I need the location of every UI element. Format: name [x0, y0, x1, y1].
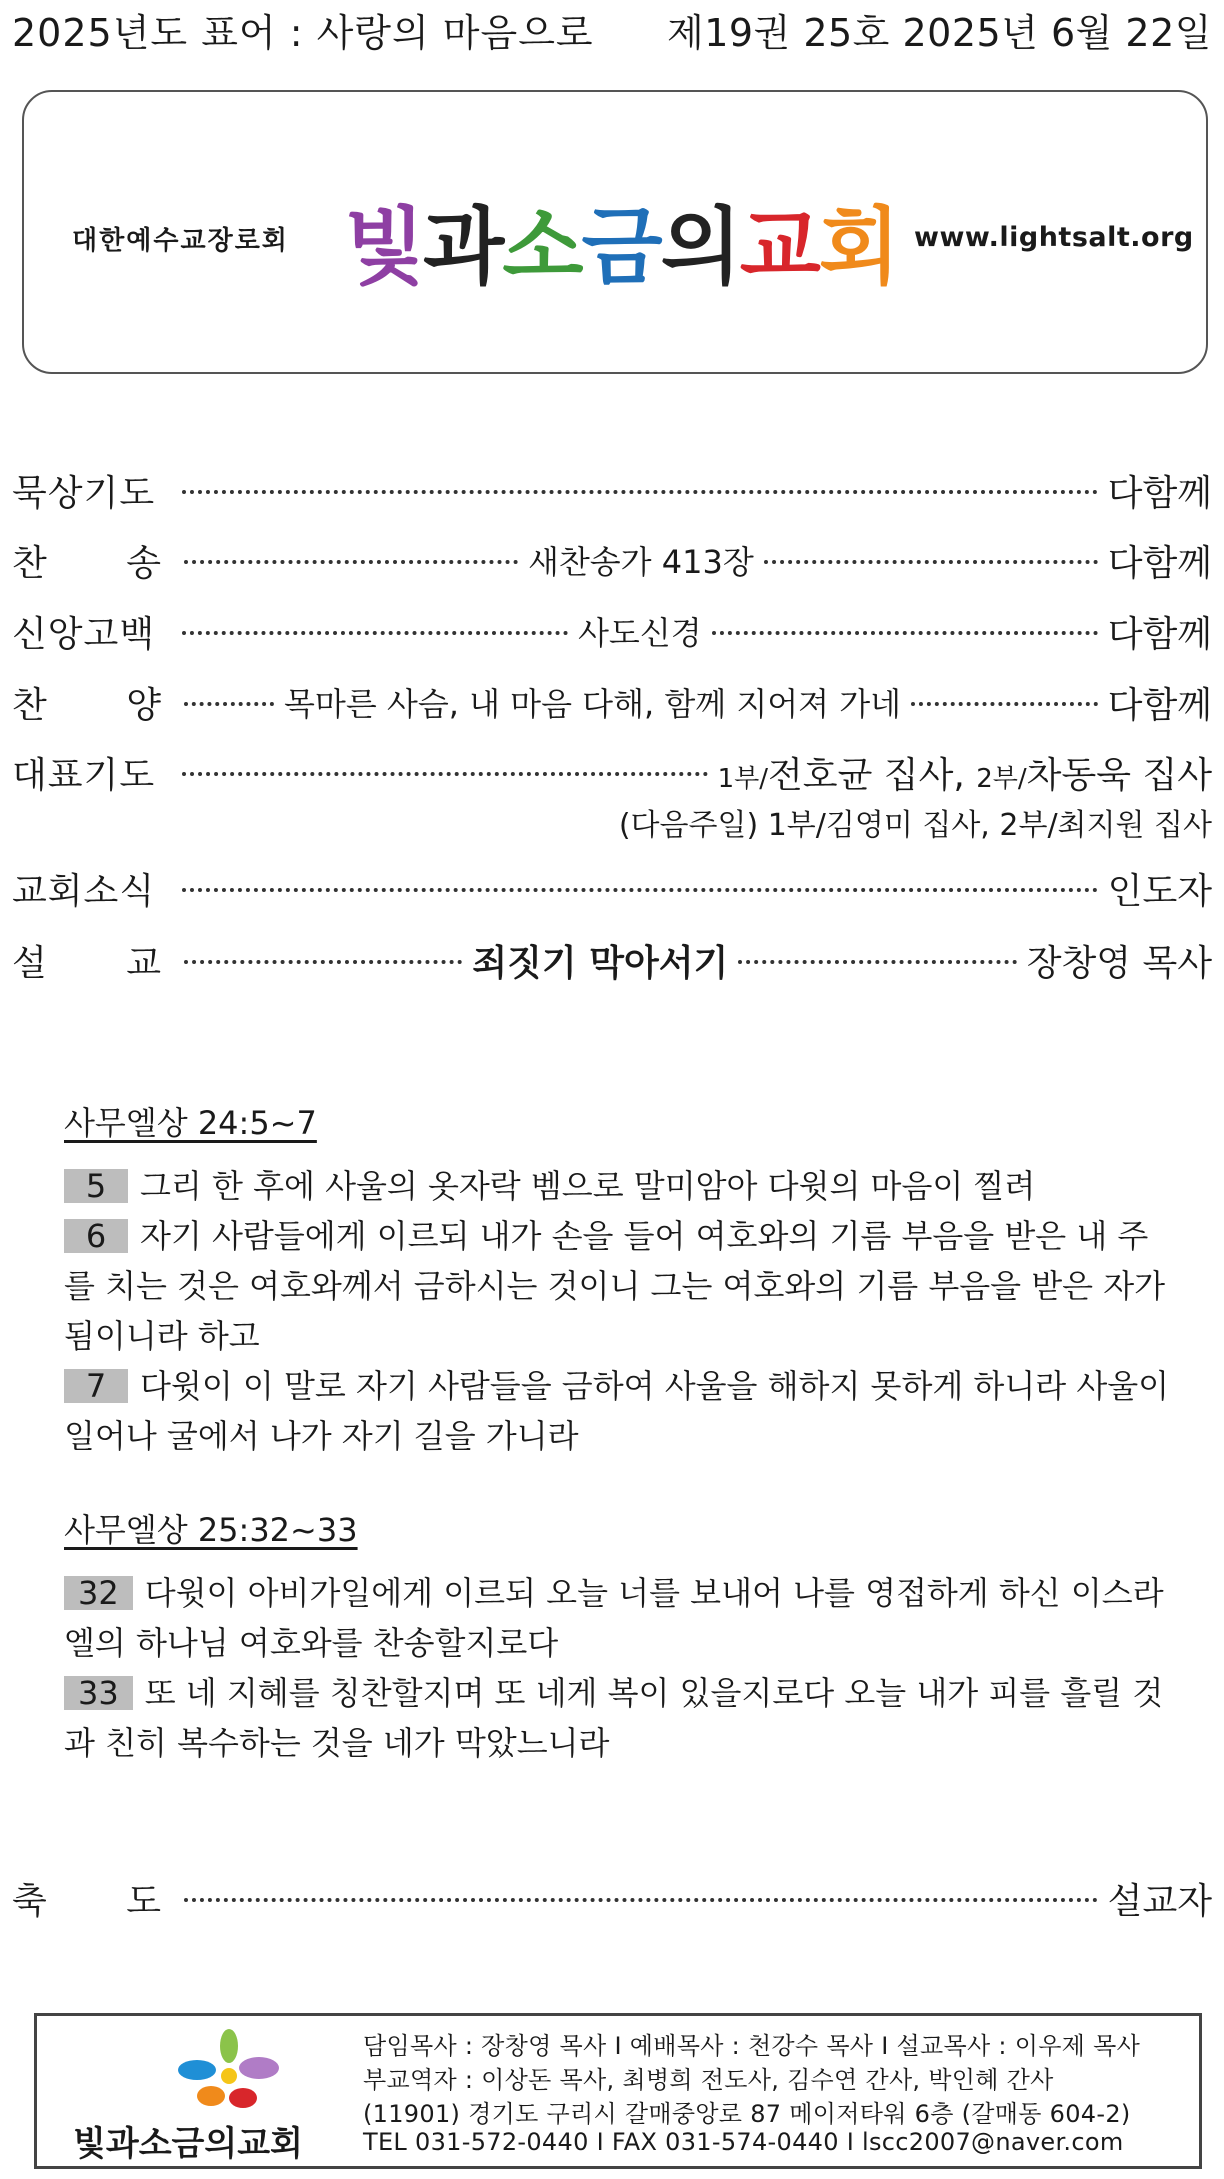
verse-text: 그리 한 후에 사울의 옷자락 벰으로 말미암아 다윗의 마음이 찔려 — [140, 1167, 1036, 1205]
order-leader: 다함께 — [1107, 613, 1213, 655]
leader-dots — [182, 631, 568, 635]
church-footer — [34, 2013, 1202, 2169]
order-label — [12, 935, 164, 986]
footer-pastors: 담임목사 : 장창영 목사 I 예배목사 : 천강수 목사 I 설교목사 : 이우제 목사 — [363, 2032, 1141, 2060]
label-char: 양 — [126, 684, 162, 726]
sermon-title: 죄짓기 막아서기 — [472, 942, 729, 984]
next-week-prayer: (다음주일) 1부/김영미 집사, 2부/최지원 집사 — [618, 808, 1212, 843]
logo-char: 교 — [739, 197, 819, 296]
scripture-reference: 사무엘상 24:5~7 — [64, 1104, 317, 1142]
footer-logo: 빛과소금의교회 — [73, 2124, 303, 2164]
order-creed — [12, 601, 1212, 661]
order-label: 묵상기도 — [12, 472, 156, 514]
scripture-passage — [64, 1161, 1172, 1461]
order-label — [12, 535, 164, 586]
logo-char: 과 — [423, 197, 503, 296]
order-benediction — [12, 1868, 1212, 1928]
order-leader: 설교자 — [1107, 1880, 1212, 1922]
footer-staff: 부교역자 : 이상돈 목사, 최병희 전도사, 김수연 간사, 박인혜 간사 — [363, 2066, 1054, 2094]
leader-dots — [184, 702, 274, 706]
label-char: 교 — [126, 942, 162, 984]
leader-dots — [182, 490, 1098, 494]
verse-text: 다윗이 아비가일에게 이르되 오늘 너를 보내어 나를 영접하게 하신 이스라엘의 하나님 여호와를 찬송할지로다 — [64, 1574, 1164, 1662]
leader-dots — [184, 560, 518, 564]
order-label: 신앙고백 — [12, 613, 156, 655]
leader-dots — [184, 1898, 1098, 1902]
verse-number: 33 — [64, 1676, 133, 1710]
leader-dots — [712, 631, 1098, 635]
bulletin-motto: 2025년도 표어 : 사랑의 마음으로 — [12, 11, 594, 55]
order-label: 대표기도 — [12, 754, 156, 796]
verse-text: 또 네 지혜를 칭찬할지며 또 네게 복이 있을지로다 오늘 내가 피를 흘릴 것과 친히 복수하는 것을 네가 막았느니라 — [64, 1674, 1164, 1762]
order-leader: 다함께 — [1107, 684, 1212, 726]
verse — [64, 1568, 1172, 1668]
leader-dots — [738, 960, 1016, 964]
label-char: 찬 — [12, 684, 48, 726]
prayer-leader: 전호균 집사, — [768, 754, 977, 796]
leader-dots — [764, 560, 1098, 564]
order-hymn — [12, 530, 1212, 590]
order-sermon — [12, 930, 1212, 990]
logo-char: 빛 — [344, 197, 424, 296]
leader-dots — [182, 772, 708, 776]
church-banner — [22, 90, 1208, 374]
order-leader: 다함께 — [1107, 472, 1212, 514]
order-news — [12, 858, 1212, 918]
order-label — [12, 1873, 164, 1924]
order-content: 목마른 사슴, 내 마음 다해, 함께 지어져 가네 — [284, 685, 902, 723]
order-label — [12, 677, 164, 728]
verse-text: 자기 사람들에게 이르되 내가 손을 들어 여호와의 기름 부음을 받은 내 주를 치는 것은 여호와께서 금하시는 것이니 그는 여호와의 기름 부음을 받은 자가 됨이니라 하고 — [64, 1217, 1166, 1355]
order-leader: 장창영 목사 — [1026, 942, 1213, 984]
verse-number: 6 — [64, 1219, 128, 1253]
verse-number: 32 — [64, 1576, 133, 1610]
service-label: 2부/ — [976, 763, 1027, 794]
label-char: 설 — [12, 942, 48, 984]
scripture-passage — [64, 1568, 1172, 1768]
church-url[interactable]: www.lightsalt.org — [914, 222, 1194, 253]
leader-dots — [911, 702, 1098, 706]
logo-char: 소 — [502, 197, 582, 296]
label-char: 송 — [126, 542, 162, 584]
verse — [64, 1161, 1172, 1211]
footer-address: (11901) 경기도 구리시 갈매중앙로 87 메이저타워 6층 (갈매동 604-2) — [363, 2100, 1131, 2128]
verse-number: 5 — [64, 1169, 128, 1203]
order-content: 새찬송가 413장 — [527, 543, 754, 581]
order-leader: 다함께 — [1107, 542, 1213, 584]
flower-logo-icon — [167, 2028, 287, 2118]
issue-info: 제19권 25호 2025년 6월 22일 — [666, 11, 1212, 55]
verse-text: 다윗이 이 말로 자기 사람들을 금하여 사울을 해하지 못하게 하니라 사울이 일어나 굴에서 나가 자기 길을 가니라 — [64, 1367, 1170, 1455]
denomination: 대한예수교장로회 — [72, 226, 289, 256]
logo-char: 회 — [818, 197, 899, 296]
order-content: 사도신경 — [578, 614, 702, 652]
verse — [64, 1361, 1172, 1461]
order-rep-prayer — [12, 742, 1212, 802]
scripture-reference: 사무엘상 25:32~33 — [64, 1511, 358, 1549]
order-leader: 인도자 — [1107, 870, 1212, 912]
order-label: 교회소식 — [12, 870, 156, 912]
order-silent-prayer — [12, 460, 1212, 520]
prayer-leader: 차동욱 집사 — [1026, 754, 1212, 796]
verse — [64, 1211, 1172, 1361]
order-praise — [12, 672, 1212, 732]
logo-char: 의 — [660, 197, 740, 296]
leader-dots — [184, 960, 462, 964]
verse — [64, 1668, 1172, 1768]
label-char: 찬 — [12, 542, 48, 584]
verse-number: 7 — [64, 1369, 128, 1403]
leader-dots — [182, 888, 1098, 892]
order-leader — [718, 747, 1212, 798]
church-logo — [344, 180, 898, 301]
logo-char: 금 — [581, 197, 661, 296]
footer-contact: TEL 031-572-0440 I FAX 031-574-0440 I lscc2007@naver.com — [363, 2128, 1124, 2156]
label-char: 축 — [12, 1880, 48, 1922]
label-char: 도 — [126, 1880, 162, 1922]
service-label: 1부/ — [717, 763, 769, 794]
